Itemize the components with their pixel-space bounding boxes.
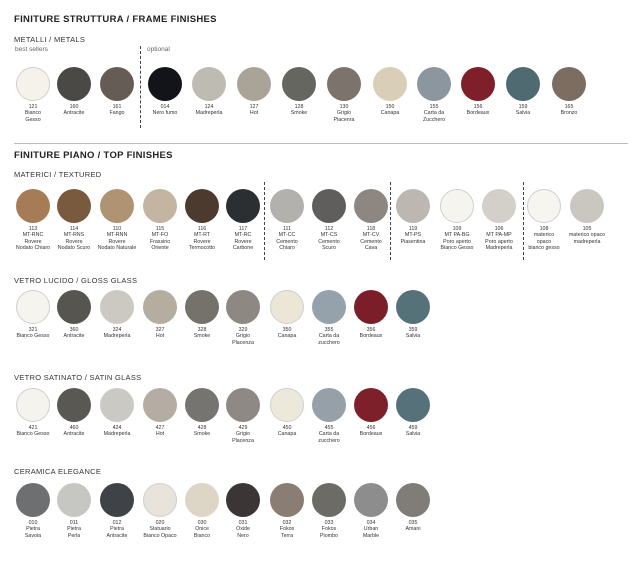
finish-swatch[interactable] [100, 388, 134, 422]
finish-name: Pietra Savoia [24, 526, 42, 539]
metals-title: METALLI / METALS [14, 35, 86, 44]
finish-name: madreperla [573, 238, 601, 245]
finish-code: 428 [197, 425, 207, 431]
finish-name: Bronzo [560, 110, 578, 117]
gloss-glass-title: VETRO LUCIDO / GLOSS GLASS [14, 276, 138, 285]
finish-code: 459 [408, 425, 418, 431]
finish-code: 360 [69, 327, 79, 333]
finish-code: 329 [238, 327, 248, 333]
optional-label: optional [147, 46, 170, 53]
finish-name: Pietra Antracite [106, 526, 128, 539]
finish-label [453, 104, 503, 117]
finish-code: 109 MT PA-BG [444, 226, 470, 239]
finish-code: 156 [473, 104, 483, 110]
finish-name: Oxide Nero [236, 526, 250, 539]
finish-swatch[interactable] [461, 67, 495, 101]
finish-name: Canapa [277, 333, 297, 340]
finish-name: Carta da Zucchero [422, 110, 446, 123]
finish-name: Rovere Termocotto [188, 238, 216, 251]
finish-name: Cemento Cava [360, 238, 382, 251]
finish-name: Bianco Gesso [24, 110, 42, 123]
finish-code: 116 MT-RT [193, 226, 211, 239]
finish-swatch[interactable] [100, 67, 134, 101]
finish-name: Pietra Perla [67, 526, 81, 539]
finish-swatch[interactable] [396, 189, 430, 223]
finish-swatch[interactable] [312, 483, 346, 517]
textured-title: MATERICI / TEXTURED [14, 170, 102, 179]
finish-code: 110 MT-RNN [106, 226, 128, 239]
finish-swatch[interactable] [100, 483, 134, 517]
ceramic-title: CERAMICA ELEGANCE [14, 467, 102, 476]
finish-label [218, 327, 268, 346]
finish-swatch[interactable] [552, 67, 586, 101]
finish-name: Carta da zucchero [318, 333, 340, 346]
finish-name: Hot [249, 110, 259, 117]
finish-code: 455 [324, 425, 334, 431]
finish-code: 324 [112, 327, 122, 333]
finish-code: 115 MT-FO [151, 226, 169, 239]
finish-swatch[interactable] [396, 290, 430, 324]
top-finishes-title: FINITURE PIANO / TOP FINISHES [14, 150, 173, 161]
finish-code: 111 MT-CC [278, 226, 296, 239]
finish-swatch[interactable] [148, 67, 182, 101]
finish-swatch[interactable] [226, 189, 260, 223]
finish-swatch[interactable] [312, 189, 346, 223]
finish-code: 159 [518, 104, 528, 110]
finish-swatch[interactable] [185, 189, 219, 223]
finish-swatch[interactable] [327, 67, 361, 101]
finish-name: Antracite [63, 431, 85, 438]
finish-name: Frassino Oriente [149, 238, 171, 251]
finish-swatch[interactable] [185, 290, 219, 324]
frame-finishes-title: FINITURE STRUTTURA / FRAME FINISHES [14, 14, 217, 25]
finish-label [218, 520, 268, 539]
finish-label [140, 104, 190, 117]
finish-name: Hot [155, 333, 165, 340]
finish-code: 424 [112, 425, 122, 431]
finish-swatch[interactable] [440, 189, 474, 223]
finish-code: 032 [282, 520, 292, 526]
finish-label [474, 226, 524, 251]
finish-label [388, 520, 438, 533]
finish-name: Antracite [63, 110, 85, 117]
finish-name: Bordeaux [359, 333, 383, 340]
finish-code: 117 MT-RC [234, 226, 252, 239]
finish-name: Salvia [405, 431, 421, 438]
finish-name: bianco gesso [528, 244, 560, 251]
finish-swatch[interactable] [57, 189, 91, 223]
finish-name: Bordeaux [466, 110, 490, 117]
finish-swatch[interactable] [354, 189, 388, 223]
finish-name: Bianco Gesso [16, 333, 50, 340]
finish-code: 119 MT-PS [404, 226, 422, 239]
finish-swatch[interactable] [482, 189, 516, 223]
finish-code: 429 [238, 425, 248, 431]
finish-name: Nero fumo [152, 110, 178, 117]
finish-name: Grigio Placenza [232, 431, 254, 444]
finish-name: Canapa [277, 431, 297, 438]
finish-name: Poro aperto Madreperla [485, 238, 513, 251]
finish-label [92, 104, 142, 117]
finish-code: 033 [324, 520, 334, 526]
finish-code: 020 [155, 520, 165, 526]
finish-swatch[interactable] [506, 67, 540, 101]
finish-code: 121 [28, 104, 38, 110]
finish-label [184, 104, 234, 117]
finish-code: 321 [28, 327, 38, 333]
finish-code: 124 [204, 104, 214, 110]
finish-swatch[interactable] [185, 483, 219, 517]
finish-name: Rovere Carbone [232, 238, 254, 251]
finish-swatch[interactable] [417, 67, 451, 101]
finish-label [218, 425, 268, 444]
finish-name: Smoke [193, 333, 211, 340]
finish-swatch[interactable] [143, 483, 177, 517]
finish-swatch[interactable] [226, 483, 260, 517]
finish-name: Grigio Placenra [333, 110, 355, 123]
finish-swatch[interactable] [312, 388, 346, 422]
finish-name: Madreperla [103, 431, 131, 438]
finish-swatch[interactable] [270, 189, 304, 223]
finish-code: 012 [112, 520, 122, 526]
finish-swatch[interactable] [282, 67, 316, 101]
finish-name: Madreperla [103, 333, 131, 340]
finish-code: 160 [69, 104, 79, 110]
finish-swatch[interactable] [226, 388, 260, 422]
finish-name: Bianco Gesso [16, 431, 50, 438]
finish-code: 118 MT-CV [362, 226, 380, 239]
finish-code: 155 [429, 104, 439, 110]
finish-name: Onice Bianco [193, 526, 211, 539]
finish-code: 112 MT-CS [320, 226, 338, 239]
finish-name: Fango [109, 110, 125, 117]
finish-name: Hot [155, 431, 165, 438]
finish-label [388, 425, 438, 438]
finish-swatch[interactable] [354, 290, 388, 324]
finish-name: Urban Marble [362, 526, 380, 539]
finish-swatch[interactable] [570, 189, 604, 223]
finish-swatch[interactable] [100, 189, 134, 223]
finish-swatch[interactable] [143, 189, 177, 223]
finish-label [229, 104, 279, 117]
finish-name: Piasentina [400, 238, 426, 245]
finish-name: Poro aperto Bianco Gesso [440, 238, 474, 251]
finish-swatch[interactable] [143, 290, 177, 324]
finish-label [409, 104, 459, 123]
finish-code: 106 MT PA-MP [486, 226, 512, 239]
finish-swatch[interactable] [57, 290, 91, 324]
finish-name: Fokos Terra [279, 526, 295, 539]
finish-code: 359 [408, 327, 418, 333]
finish-name: Grigio Placenza [232, 333, 254, 346]
finish-swatch[interactable] [185, 388, 219, 422]
finish-name: Rovere Nodato Chiaro [15, 238, 51, 251]
finish-name: Carta da zucchero [318, 431, 340, 444]
finish-name: Salvia [405, 333, 421, 340]
finish-code: 035 [408, 520, 418, 526]
finish-name: Rovere Nodato Naturale [97, 238, 137, 251]
finish-label [562, 226, 612, 245]
finish-swatch[interactable] [373, 67, 407, 101]
finish-label [544, 104, 594, 117]
finish-code: 031 [238, 520, 248, 526]
finish-code: 350 [282, 327, 292, 333]
finish-label [319, 104, 369, 123]
finish-code: 114 MT-RNS [63, 226, 85, 239]
finish-name: Amani [405, 526, 421, 533]
finish-code: 128 [294, 104, 304, 110]
finish-swatch[interactable] [16, 483, 50, 517]
finish-swatch[interactable] [354, 483, 388, 517]
finish-swatch[interactable] [16, 290, 50, 324]
finish-swatch[interactable] [57, 483, 91, 517]
finish-code: 034 [366, 520, 376, 526]
finish-code: 427 [155, 425, 165, 431]
finish-label [365, 104, 415, 117]
finish-name: Bordeaux [359, 431, 383, 438]
finish-swatch[interactable] [57, 67, 91, 101]
finish-name: Smoke [290, 110, 308, 117]
finish-code: 165 [564, 104, 574, 110]
finish-label [218, 226, 268, 251]
finish-name: Cemento Scuro [318, 238, 340, 251]
finish-swatch[interactable] [100, 290, 134, 324]
finish-swatch[interactable] [16, 189, 50, 223]
finish-name: Madreperla [195, 110, 223, 117]
finish-code: 355 [324, 327, 334, 333]
finish-swatch[interactable] [57, 388, 91, 422]
finish-name: Statuario Bianco Opaco [143, 526, 177, 539]
finish-code: 108 materico opaco [533, 226, 555, 245]
finish-code: 130 [339, 104, 349, 110]
finish-swatch[interactable] [270, 483, 304, 517]
finish-label [274, 104, 324, 117]
finish-code: 161 [112, 104, 122, 110]
finish-code: 014 [160, 104, 170, 110]
finish-code: 011 [69, 520, 79, 526]
finish-code: 328 [197, 327, 207, 333]
finish-name: Fokos Piombo [320, 526, 338, 539]
finish-label [388, 327, 438, 340]
finish-swatch[interactable] [396, 483, 430, 517]
finish-name: Cemento Chiaro [276, 238, 298, 251]
finish-code: 105 materico opaco [568, 226, 606, 239]
finish-swatch[interactable] [270, 290, 304, 324]
finish-name: Salvia [515, 110, 531, 117]
finish-code: 421 [28, 425, 38, 431]
finish-swatch[interactable] [396, 388, 430, 422]
finish-swatch[interactable] [16, 388, 50, 422]
finish-label [388, 226, 438, 245]
section-divider [14, 143, 628, 144]
finish-code: 113 MT-RNC [22, 226, 44, 239]
finish-name: Antracite [63, 333, 85, 340]
finish-code: 456 [366, 425, 376, 431]
finish-swatch[interactable] [312, 290, 346, 324]
finish-name: Canapa [380, 110, 400, 117]
finish-code: 450 [282, 425, 292, 431]
finish-code: 030 [197, 520, 207, 526]
finish-code: 010 [28, 520, 38, 526]
finish-swatch[interactable] [354, 388, 388, 422]
finish-swatch[interactable] [527, 189, 561, 223]
satin-glass-title: VETRO SATINATO / SATIN GLASS [14, 373, 142, 382]
bestsellers-label: best sellers [15, 46, 48, 53]
finish-code: 127 [249, 104, 259, 110]
finish-code: 150 [385, 104, 395, 110]
finish-name: Rovere Nodato Scuro [57, 238, 91, 251]
finish-swatch[interactable] [16, 67, 50, 101]
finish-code: 327 [155, 327, 165, 333]
finish-label [498, 104, 548, 117]
finish-swatch[interactable] [237, 67, 271, 101]
finish-swatch[interactable] [270, 388, 304, 422]
finish-swatch[interactable] [192, 67, 226, 101]
finish-name: Smoke [193, 431, 211, 438]
finish-code: 356 [366, 327, 376, 333]
finish-swatch[interactable] [226, 290, 260, 324]
finish-code: 460 [69, 425, 79, 431]
finish-swatch[interactable] [143, 388, 177, 422]
